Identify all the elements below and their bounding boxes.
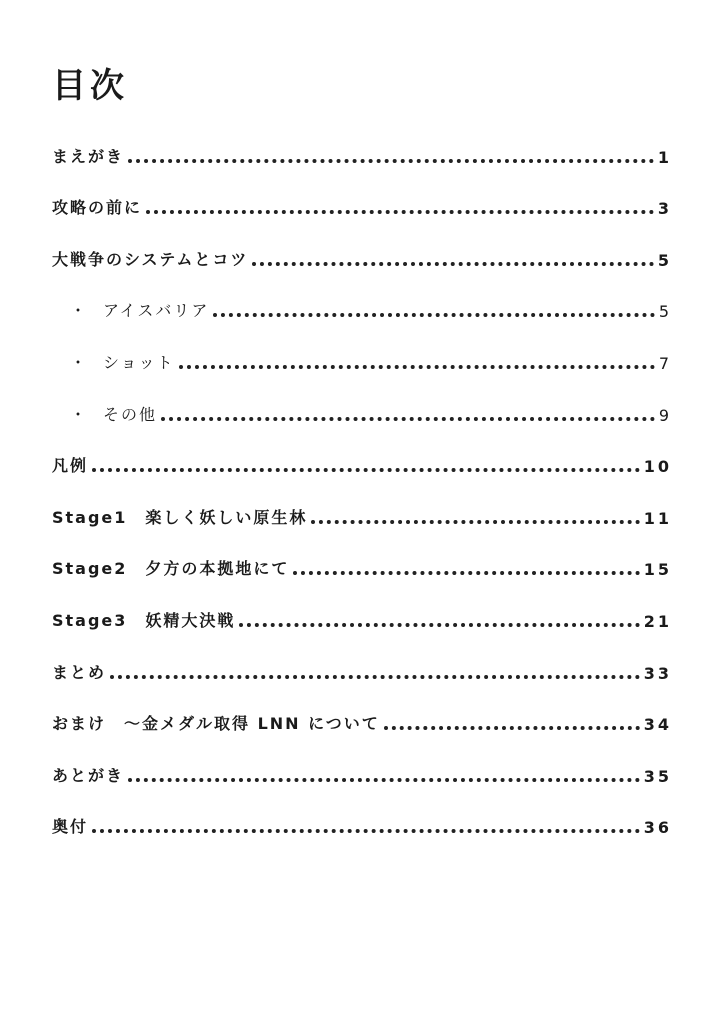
dot-leader [179,365,655,369]
toc-page-number: 3 [657,199,672,219]
toc-entry-label: Stage3 妖精大決戦 [52,610,236,630]
toc-entry-label: 攻略の前に [52,198,143,218]
toc-page-number: 35 [643,766,672,786]
toc-page-number: 5 [658,302,672,322]
toc-page-number: 33 [643,663,672,683]
toc-entry[interactable] [52,391,672,443]
toc-page-number: 15 [643,560,672,580]
dot-leader [161,417,655,421]
toc-entry-label: まとめ [52,662,107,682]
toc-entry-label: 大戦争のシステムとコツ [52,249,249,269]
toc-entry[interactable] [52,133,672,185]
dot-leader [252,262,653,266]
toc-entry-label: まえがき [52,146,125,166]
dot-leader [128,778,640,782]
toc-entry[interactable] [52,804,672,856]
toc-page-number: 7 [658,353,672,373]
toc-entry[interactable] [52,236,672,288]
bullet-icon: ・ [70,404,89,424]
toc-entry-label: あとがき [52,765,125,785]
toc-page-number: 11 [643,508,672,528]
toc-page-number: 21 [643,611,672,631]
toc-entry[interactable] [52,701,672,753]
dot-leader [384,726,640,730]
toc-page-number: 9 [658,405,672,425]
bullet-icon: ・ [70,352,89,372]
dot-leader [92,468,640,472]
toc-entry[interactable] [52,494,672,546]
toc-page-number: 10 [643,457,672,477]
toc-entry[interactable] [52,546,672,598]
dot-leader [293,571,639,575]
dot-leader [239,623,639,627]
dot-leader [311,520,639,524]
table-of-contents [52,133,672,855]
toc-entry[interactable] [52,288,672,340]
toc-entry[interactable] [52,597,672,649]
toc-entry-label: 凡例 [52,456,89,476]
toc-entry-label: その他 [103,404,158,424]
toc-entry-label: ショット [103,352,175,372]
toc-entry[interactable] [52,752,672,804]
toc-title: 目次 [52,66,128,106]
toc-entry-label: Stage2 夕方の本拠地にて [52,559,290,579]
dot-leader [146,210,654,214]
dot-leader [213,313,654,317]
toc-entry[interactable] [52,649,672,701]
toc-page-number: 36 [643,818,672,838]
bullet-icon: ・ [70,301,89,321]
dot-leader [128,159,654,163]
dot-leader [110,675,640,679]
toc-entry-label: おまけ ～金メダル取得 LNN について [52,714,380,734]
toc-page-number: 34 [643,715,672,735]
toc-entry[interactable] [52,185,672,237]
toc-entry[interactable] [52,443,672,495]
toc-entry-label: 奥付 [52,817,89,837]
toc-entry-label: Stage1 楽しく妖しい原生林 [52,507,308,527]
toc-page-number: 1 [657,147,672,167]
toc-entry[interactable] [52,339,672,391]
dot-leader [92,829,640,833]
toc-entry-label: アイスバリア [103,301,210,321]
toc-page-number: 5 [657,250,672,270]
